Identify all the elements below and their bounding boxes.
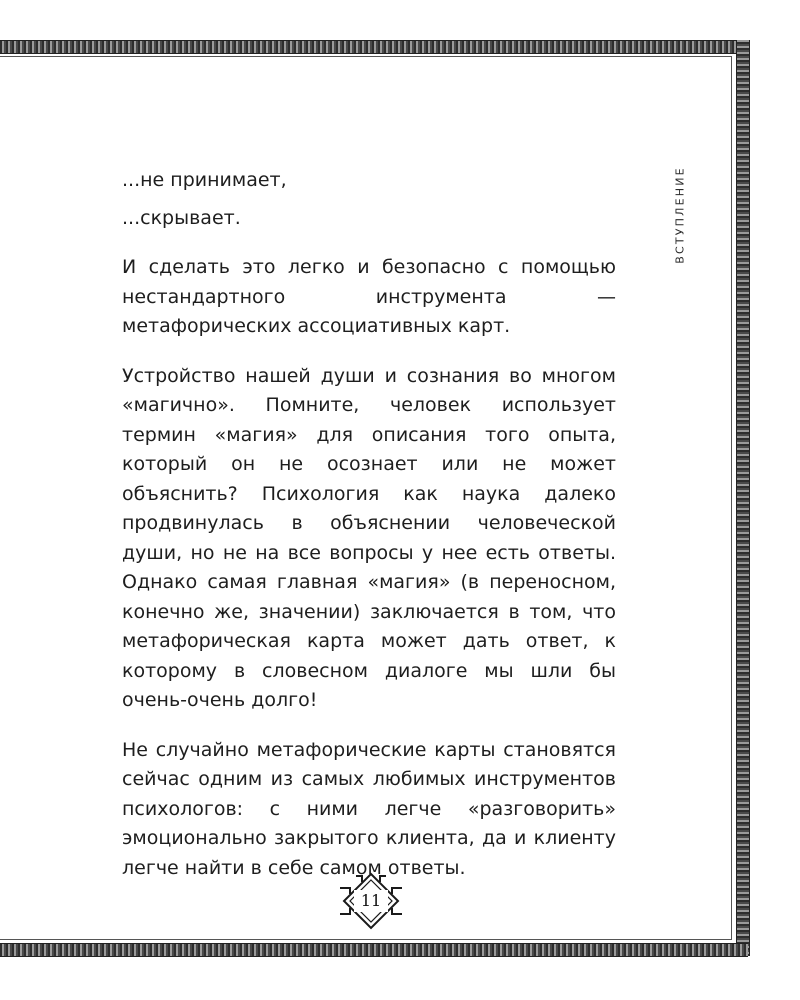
paragraph: Устройство нашей души и сознания во многом «магично». Помните, человек использует термин «магия» для описания того опыта, который он не осознает или не может объяснить? Психология как наука далеко продвинулась в объяснении человеческой души, но не на все вопросы у нее есть ответы. Однако самая главная «магия» (в переносном, конечно же, значении) заключается в том, что метафорическая карта может дать ответ, к которому в словесном диалоге мы шли бы очень-очень долго! (122, 364, 616, 711)
border-inner-line-right (731, 56, 732, 940)
border-inner-line-top (0, 56, 732, 57)
decorative-border-right (736, 40, 750, 956)
text-line: ...не принимает, (122, 169, 287, 191)
border-inner-line-bottom (0, 939, 732, 940)
decorative-border-top (0, 40, 748, 54)
text-line: ...скрывает. (122, 206, 241, 229)
section-label (670, 160, 690, 270)
paragraph: И сделать это легко и безопасно с помощью нестандартного инструмента — метафорических ассоциативных карт. (122, 256, 616, 337)
body-text (122, 166, 616, 903)
paragraph: Не случайно метафорические карты становятся сейчас одним из самых любимых инструментов психологов: с ними легче «разговорить» эмоционально закрытого клиента, да и клиенту легче найти в себе самом ответы. (122, 738, 616, 879)
section-label-text: ВСТУПЛЕНИЕ (673, 166, 687, 264)
decorative-border-bottom (0, 943, 748, 957)
page-number: 11 (360, 891, 382, 910)
